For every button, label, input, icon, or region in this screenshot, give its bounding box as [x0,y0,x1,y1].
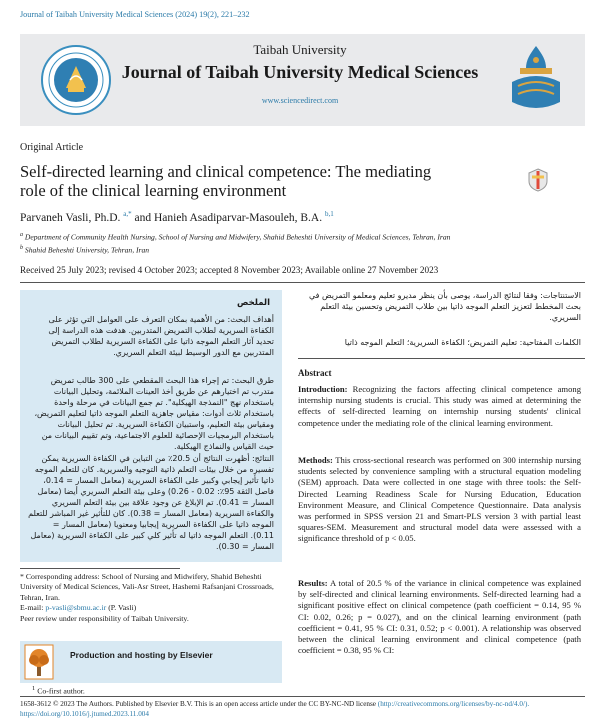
author-name: Parvaneh Vasli, Ph.D. [20,211,121,224]
abstract-methods [298,455,581,545]
footnote-divider [20,568,180,569]
running-head: Journal of Taibah University Medical Sciences (2024) 19(2), 221–232 [20,10,250,19]
check-for-updates-icon[interactable] [528,168,548,192]
arabic-conclusion: الاستنتاجات: وفقا لنتائج الدراسة، يوصى بأن ينظر مديرو تعليم ومعلمو التمريض في بحث المخطط لتعزيز التعلم الموجه ذاتيا بين طلاب التمريض وتحسين بيئة التعلم السريري. [308,291,581,322]
author-affiliation-mark[interactable]: b,1 [324,210,334,218]
arabic-methods: طرق البحث: تم إجراء هذا البحث المقطعي على 300 طالب تمريض متدرب تم اختيارهم عن طريق أخذ العينات الملائمة، وتحليل البيانات باستخدام نهج "النمذجة الهيكلية". تم جمع البيانات في مرحلة واحدة باستخدام ثلاث أدوات: مقياس جاهزية التعلم الموجه ذاتيا لتعليم التمريض، ومقياس بيئة التعليم، واستبيان الكفاءة السريرية. تم تحليل البيانات باستخدام البرمجيات الإحصائية للعلوم الاجتماعية، وتم تقييم البيانات من حيث القياس والنماذج الهيكلية. [34,376,274,451]
journal-website-link[interactable]: www.sciencedirect.com [261,96,339,105]
abstract-introduction [298,384,581,429]
arabic-keywords: الكلمات المفتاحية: تعليم التمريض؛ الكفاءة السريرية؛ التعلم الموجه ذاتيا [344,338,581,347]
peer-review-note: Peer review under responsibility of Taibah University. [20,613,189,623]
elsevier-box [20,641,282,683]
article-title: Self-directed learning and clinical competence: The mediating role of the clinical learning environment [20,162,432,200]
taibah-seal-icon [40,44,112,116]
elsevier-tree-icon [24,644,54,680]
corresponding-footnote: * Corresponding address: School of Nursing and Midwifery, Shahid Beheshti University of Medical Sciences, Vali-Asr Street, Hashemi Rafsanjani Crossroads, Tehran, Iran. E-mail: p-vasli@sbmu.ac.ir (P. Vasli) Peer review under responsibility of Taibah University. [20,572,274,623]
divider [298,358,585,359]
author-affiliation-mark[interactable]: a,* [123,210,132,218]
elsevier-hosting-text: Production and hosting by Elsevier [70,650,213,660]
abstract-section-text: This cross-sectional research was performed on 300 internship nursing students selected by convenience sampling with a structural equation modeling (SEM) approach. Data were collected in one stage with three tools: the Self-Directed Learning Readiness Scale for Nursing Education, Education Environment Measure, and Clinical Competence Questionnaire. Data analysis was performed in SPSS version 21 and Smart-PLS version 3 with partial least squares-SEM. Measurement and structural model data were assessed with a significance threshold of p < 0.05. [298,455,581,544]
divider [20,282,585,283]
affiliation-item: $^a$ Department of Community Health Nursing, School of Nursing and Midwifery, Shahid Beheshti University of Medical Sciences, Tehran, Iran [20,232,451,242]
abstract-section-label: Results: [298,578,328,588]
abstract-section-text: A total of 20.5 % of the variance in clinical competence was explained by self-directed and clinical learning environments. Self-directed learning had a significant positive effect on clinical competence (path coefficient = 0.14, 95 % CI: 0.02, 0.26; p = 0.027), and on the clinical learning environment (path coefficient = 0.41, 95 % CI: 0.31, 0.52; p < 0.001). A relationship was observed between the clinical learning environment and clinical competence (path coefficient = 0.38, 95 % CI: [298,578,581,656]
license-link[interactable]: (http://creativecommons.org/licenses/by-nc-nd/4.0/). [377,700,530,708]
abstract-section-label: Introduction: [298,384,348,394]
article-type: Original Article [20,142,84,153]
arabic-objectives: أهداف البحث: من الأهمية بمكان التعرف على العوامل التي تؤثر على الكفاءة السريرية لطلاب التمريض المتدربين. هدفت هذه الدراسة إلى تحديد آثار التعلم الموجه ذاتيا على الكفاءة السريرية لطلاب التمريض المتدربين مع الدور الوسيط لبيئة التعلم السريري. [48,315,274,357]
article-dates: Received 25 July 2023; revised 4 October 2023; accepted 8 November 2023; Available online 27 November 2023 [20,265,439,275]
author-name: and Hanieh Asadiparvar-Masouleh, B.A. [134,211,323,224]
abstract-section-label: Methods: [298,455,333,465]
license-line: 1658-3612 © 2023 The Authors. Published by Elsevier B.V. This is an open access article under the CC BY-NC-ND license (http://creativecommons.org/licenses/by-nc-nd/4.0/). https://doi.org/10.1016/j.jtumed.2023.11.004 [20,700,530,718]
affiliation-item: $^b$ Shahid Beheshti University, Tehran, Iran [20,244,150,255]
doi-link[interactable]: https://doi.org/10.1016/j.jtumed.2023.11.004 [20,709,149,718]
co-first-footnote: $^1$ Co-first author. [32,685,85,696]
arabic-abstract-title: الملخص [237,298,270,308]
abstract-section-text: Recognizing the factors affecting clinical competence among internship nursing students is crucial. This study was aimed at determining the effects of self-directed learning on internship nursing students' clinical competence under the mediating role of the clinical learning environment. [298,384,581,428]
university-name: Taibah University [253,42,347,57]
taibah-emblem-icon [498,42,574,118]
abstract-heading: Abstract [298,368,332,378]
journal-name: Journal of Taibah University Medical Sciences [121,62,479,82]
arabic-results: النتائج: أظهرت النتائج أن 20.5٪ من التباين في الكفاءة السريرية يمكن تفسيره من خلال بيئات التعلم ذاتية التوجيه والسريرية. كان للتعلم الموجه ذاتيا تأثير إيجابي وكبير على الكفاءة السريرية (معامل المسار = 0.14، فاصل الثقة 95٪: 0.02 - 0.26) وعلى بيئة التعلم السريري أيضا (معامل المسار = 0.41). تم الإبلاغ عن وجود علاقة بين بيئة التعلم السريري والكفاءة السريرية (معامل المسار = 0.38). كان للتأثير غير المباشر للتعلم الموجه ذاتيا على الكفاءة السريرية إيجابيا ومعنويا (معامل المسار = 0.11). التعلم الموجه ذاتيا له تأثير كلي كبير على الكفاءة السريرية (معامل المسار = 0.30). [28,454,274,551]
author-list [20,210,334,224]
affiliations [20,230,585,255]
divider [20,696,585,697]
abstract-results [298,578,581,656]
author-email-link[interactable]: p-vasli@sbmu.ac.ir [45,603,107,613]
